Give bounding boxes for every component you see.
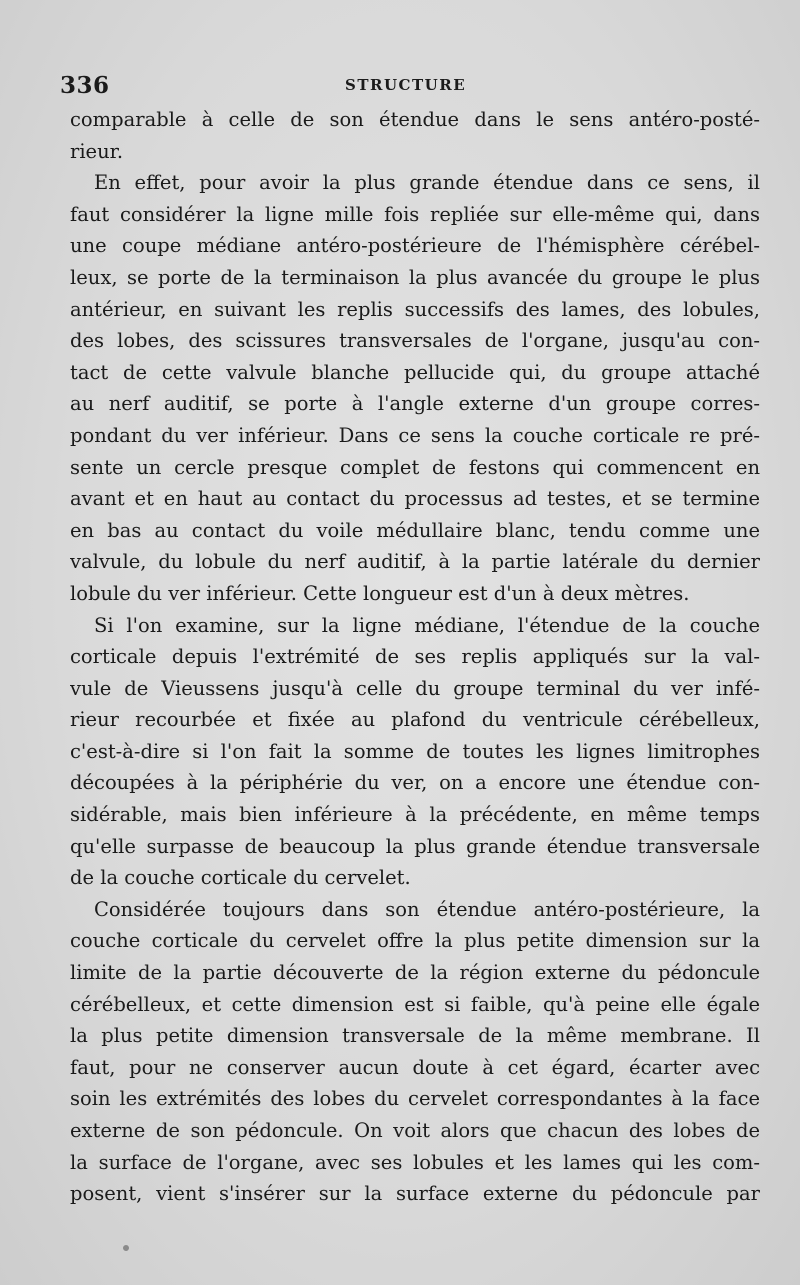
text-line: la plus petite dimension transversale de la même membrane. Il <box>70 1024 760 1048</box>
text-line: Considérée toujours dans son étendue antéro-postérieure, la <box>94 897 760 921</box>
text-line: une coupe médiane antéro-postérieure de l'hémisphère cérébel- <box>70 234 760 258</box>
text-line: avant et en haut au contact du processus ad testes, et se termine <box>70 487 760 511</box>
page-header <box>60 72 760 106</box>
text-line: faut, pour ne conserver aucun doute à cet égard, écarter avec <box>70 1055 760 1079</box>
text-line: c'est-à-dire si l'on fait la somme de toutes les lignes limitrophes <box>70 739 760 763</box>
text-line: Si l'on examine, sur la ligne médiane, l'étendue de la couche <box>94 613 760 637</box>
text-line: comparable à celle de son étendue dans le sens antéro-posté- <box>70 108 760 131</box>
text-line: couche corticale du cervelet offre la plus petite dimension sur la <box>70 929 760 953</box>
text-line: au nerf auditif, se porte à l'angle externe d'un groupe corres- <box>70 392 760 416</box>
page-number: 336 <box>60 72 110 99</box>
ink-speck <box>123 1245 129 1251</box>
text-line: faut considérer la ligne mille fois repliée sur elle-même qui, dans <box>70 202 760 226</box>
text-line: En effet, pour avoir la plus grande étendue dans ce sens, il <box>94 171 760 195</box>
text-line: tact de cette valvule blanche pellucide qui, du groupe attaché <box>70 360 760 384</box>
text-line: lobule du ver inférieur. Cette longueur est d'un à deux mètres. <box>70 581 690 605</box>
text-line: cérébelleux, et cette dimension est si faible, qu'à peine elle égale <box>70 992 760 1016</box>
text-line: la surface de l'organe, avec ses lobules et les lames qui les com- <box>70 1150 760 1174</box>
text-line: pondant du ver inférieur. Dans ce sens la couche corticale re pré- <box>70 423 760 447</box>
text-line: qu'elle surpasse de beaucoup la plus grande étendue transversale <box>70 834 760 858</box>
text-line: valvule, du lobule du nerf auditif, à la partie latérale du dernier <box>70 550 760 574</box>
text-line: antérieur, en suivant les replis successifs des lames, des lobules, <box>70 297 760 321</box>
text-line: sente un cercle presque complet de festons qui commencent en <box>70 455 760 479</box>
text-line: des lobes, des scissures transversales de l'organe, jusqu'au con- <box>70 329 760 353</box>
text-line: soin les extrémités des lobes du cervelet correspondantes à la face <box>70 1087 760 1111</box>
text-line: leux, se porte de la terminaison la plus avancée du groupe le plus <box>70 265 760 289</box>
text-line: rieur recourbée et fixée au plafond du ventricule cérébelleux, <box>70 708 760 732</box>
text-line: externe de son pédoncule. On voit alors que chacun des lobes de <box>70 1119 760 1142</box>
text-line: posent, vient s'insérer sur la surface externe du pédoncule par <box>70 1182 760 1206</box>
text-line: en bas au contact du voile médullaire blanc, tendu comme une <box>70 518 760 542</box>
body-text <box>70 104 760 1210</box>
text-line: découpées à la périphérie du ver, on a encore une étendue con- <box>70 771 760 795</box>
text-line: de la couche corticale du cervelet. <box>70 866 411 890</box>
text-line: rieur. <box>70 139 124 163</box>
running-title: STRUCTURE <box>345 76 467 94</box>
text-line: corticale depuis l'extrémité de ses replis appliqués sur la val- <box>70 645 760 669</box>
text-line: sidérable, mais bien inférieure à la précédente, en même temps <box>70 803 760 827</box>
text-line: limite de la partie découverte de la région externe du pédoncule <box>70 961 760 985</box>
text-line: vule de Vieussens jusqu'à celle du groupe terminal du ver infé- <box>70 676 760 700</box>
